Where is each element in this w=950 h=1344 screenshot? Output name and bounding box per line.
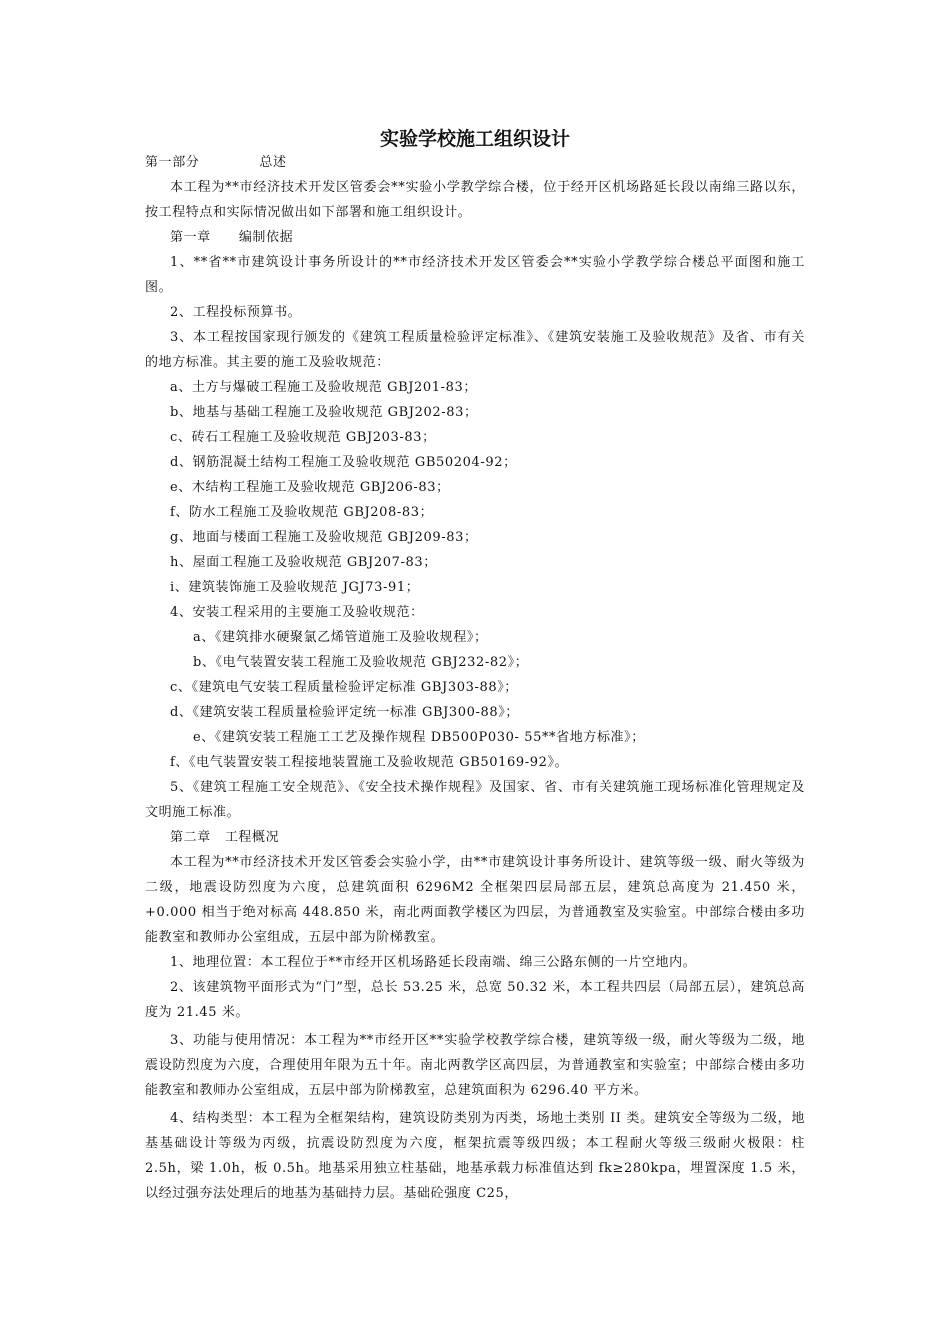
chapter1-name: 编制依据 — [238, 230, 294, 245]
part-label: 第一部分 — [145, 155, 200, 170]
install-item-d: d、《建筑安装工程质量检验评定统一标准 GBJ300-88》； — [170, 705, 519, 720]
part-name: 总述 — [259, 155, 287, 170]
overview-item-4: 4、结构类型：本工程为全框架结构，建筑设防类别为丙类，场地土类别 II 类。建筑安全等级为二级，地基基础设计等级为丙级，抗震设防烈度为六度，框架抗震等级四级；本工程耐火等级三级耐火极限：柱 2.5h，梁 1.0h，板 0.5h。地基采用独立柱基础，地基承载力标准值达到 fk≥280kpa，埋置深度 1.5 米，以经过强夯法处理后的地基为基础持力层。基础砼强度 C25， — [145, 1111, 805, 1201]
code-item-e: e、木结构工程施工及验收规范 GBJ206-83； — [170, 480, 450, 495]
install-item-a: a、《建筑排水硬聚氯乙烯管道施工及验收规程》； — [193, 630, 488, 645]
install-item-c: c、《建筑电气安装工程质量检验评定标准 GBJ303-88》； — [170, 680, 518, 695]
code-item-c: c、砖石工程施工及验收规范 GBJ203-83； — [170, 430, 436, 445]
chapter1-label: 第一章 — [170, 230, 211, 245]
document-title: 实验学校施工组织设计 — [379, 128, 570, 150]
code-item-d: d、钢筋混凝土结构工程施工及验收规范 GB50204-92； — [170, 455, 517, 470]
code-item-b: b、地基与基础工程施工及验收规范 GBJ202-83； — [170, 405, 478, 420]
chapter2-heading — [145, 825, 805, 850]
intro-paragraph: 本工程为**市经济技术开发区管委会**实验小学教学综合楼，位于经开区机场路延长段以南绵三路以东，按工程特点和实际情况做出如下部署和施工组织设计。 — [145, 180, 805, 220]
overview-item-2: 2、该建筑物平面形式为“门”型，总长 53.25 米，总宽 50.32 米，本工程共四层（局部五层），建筑总高度为 21.45 米。 — [145, 980, 805, 1020]
basis-item-2: 2、工程投标预算书。 — [170, 305, 302, 320]
basis-item-1: 1、**省**市建筑设计事务所设计的**市经济技术开发区管委会**实验小学教学综合楼总平面图和施工图。 — [145, 255, 805, 295]
install-item-b: b、《电气装置安装工程施工及验收规范 GBJ232-82》； — [193, 655, 529, 670]
code-item-a: a、土方与爆破工程施工及验收规范 GBJ201-83； — [170, 380, 477, 395]
code-item-g: g、地面与楼面工程施工及验收规范 GBJ209-83； — [170, 530, 478, 545]
code-item-h: h、屋面工程施工及验收规范 GBJ207-83； — [170, 555, 437, 570]
code-item-i: i、建筑装饰施工及验收规范 JGJ73-91； — [170, 580, 420, 595]
basis-item-5: 5、《建筑工程施工安全规范》、《安全技术操作规程》及国家、省、市有关建筑施工现场标准化管理规定及文明施工标准。 — [145, 780, 805, 820]
basis-item-3: 3、本工程按国家现行颁发的《建筑工程质量检验评定标准》、《建筑安装施工及验收规范》及省、市有关的地方标准。其主要的施工及验收规范： — [145, 330, 805, 370]
overview-item-1: 1、地理位置：本工程位于**市经开区机场路延长段南端、绵三公路东侧的一片空地内。 — [170, 955, 697, 970]
chapter2-name: 工程概况 — [224, 830, 280, 845]
code-item-f: f、防水工程施工及验收规范 GBJ208-83； — [170, 505, 434, 520]
install-item-e: e、《建筑安装工程施工工艺及操作规程 DB500P030- 55**省地方标准》； — [193, 730, 645, 745]
overview-paragraph: 本工程为**市经济技术开发区管委会实验小学，由**市建筑设计事务所设计、建筑等级一级、耐火等级为二级，地震设防烈度为六度，总建筑面积 6296M2 全框架四层局部五层，建筑总高度为 21.450 米，+0.000 相当于绝对标高 448.850 米，南北两面教学楼区为四层，为普通教室及实验室。中部综合楼由多功能教室和教师办公室组成，五层中部为阶梯教室。 — [145, 855, 805, 945]
install-item-f: f、《电气装置安装工程接地装置施工及验收规范 GB50169-92》。 — [170, 755, 569, 770]
chapter1-heading — [145, 225, 805, 250]
overview-item-3: 3、功能与使用情况：本工程为**市经开区**实验学校教学综合楼，建筑等级一级，耐火等级为二级，地震设防烈度为六度，合理使用年限为五十年。南北两教学区高四层，为普通教室和实验室；中部综合楼由多功能教室和教师办公室组成，五层中部为阶梯教室，总建筑面积为 6296.40 平方米。 — [145, 1033, 805, 1098]
basis-item-4: 4、安装工程采用的主要施工及验收规范： — [170, 605, 424, 620]
document-body — [145, 150, 805, 1206]
chapter2-label: 第二章 — [170, 830, 211, 845]
part-heading — [145, 150, 805, 175]
